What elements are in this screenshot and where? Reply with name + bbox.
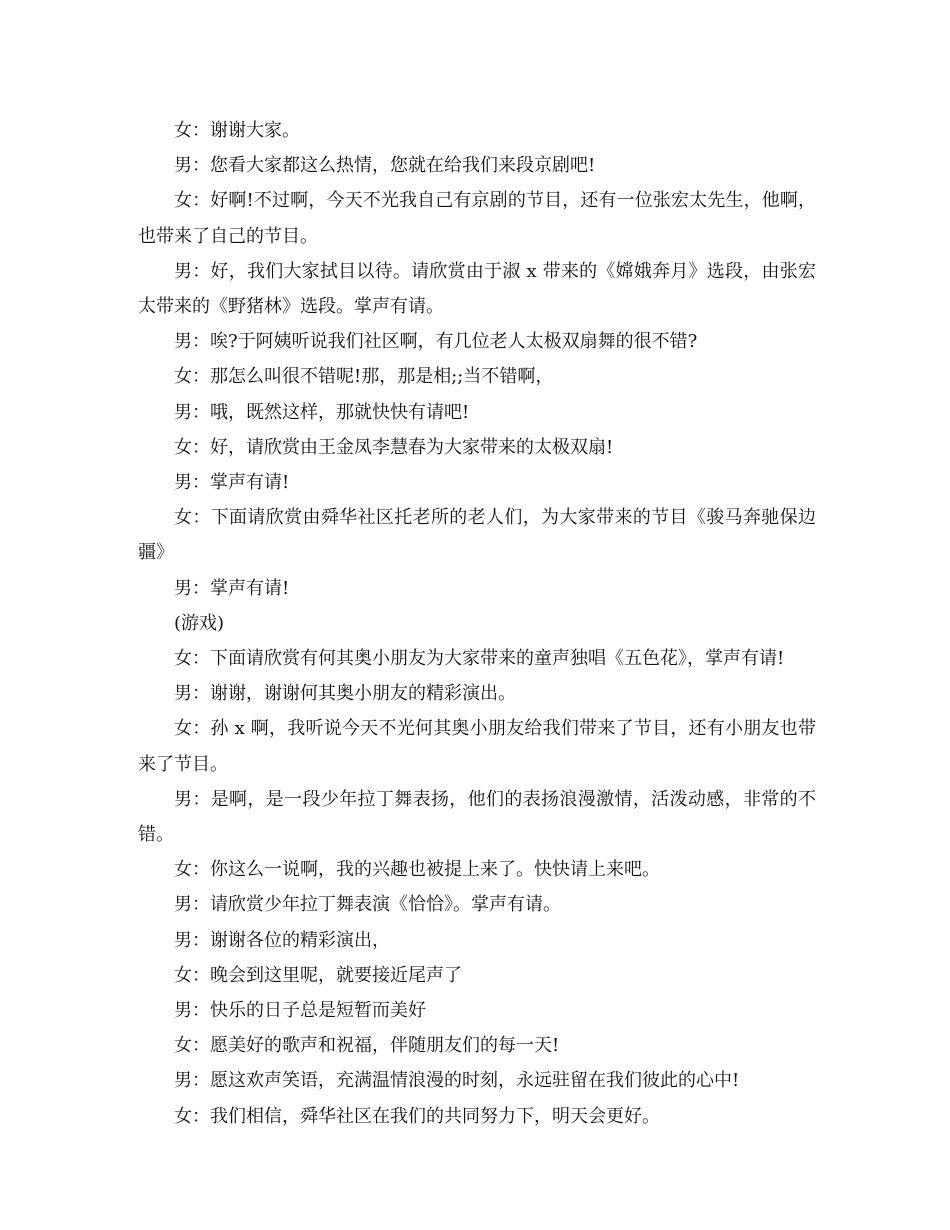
dialogue-paragraph: 女：晚会到这里呢，就要接近尾声了	[174, 964, 462, 986]
dialogue-paragraph: 女：好啊!不过啊，今天不光我自己有京剧的节目，还有一位张宏太先生，他啊，也带来了自己的节目。	[138, 190, 816, 247]
dialogue-paragraph: 男：谢谢各位的精彩演出，	[174, 929, 390, 951]
dialogue-paragraph: 男：掌声有请!	[174, 472, 290, 494]
dialogue-paragraph: 女：孙 x 啊，我听说今天不光何其奥小朋友给我们带来了节目，还有小朋友也带来了节目。	[138, 718, 816, 775]
dialogue-paragraph: 女：我们相信，舜华社区在我们的共同努力下，明天会更好。	[174, 1105, 660, 1127]
dialogue-paragraph: 男：是啊，是一段少年拉丁舞表扬，他们的表扬浪漫激情，活泼动感，非常的不错。	[138, 788, 816, 846]
dialogue-paragraph: 男：快乐的日子总是短暂而美好	[174, 1000, 426, 1022]
dialogue-paragraph: 男：唉?于阿姨听说我们社区啊，有几位老人太极双扇舞的很不错?	[174, 331, 698, 353]
dialogue-paragraph: 女：下面请欣赏由舜华社区托老所的老人们，为大家带来的节目《骏马奔驰保边疆》	[138, 507, 816, 564]
dialogue-paragraph: 女：好，请欣赏由王金凤李慧春为大家带来的太极双扇!	[174, 436, 614, 458]
dialogue-paragraph: 男：您看大家都这么热情，您就在给我们来段京剧吧!	[174, 155, 596, 177]
dialogue-paragraph: 女：那怎么叫很不错呢!那，那是相;;当不错啊，	[174, 366, 554, 388]
dialogue-paragraph: 男：哦，既然这样，那就快快有请吧!	[174, 401, 470, 423]
dialogue-paragraph: 男：愿这欢声笑语，充满温情浪漫的时刻，永远驻留在我们彼此的心中!	[174, 1070, 740, 1092]
dialogue-paragraph: 女：谢谢大家。	[174, 120, 300, 141]
dialogue-paragraph: 男：请欣赏少年拉丁舞表演《恰恰》。掌声有请。	[174, 894, 561, 916]
stage-direction: (游戏)	[174, 612, 225, 634]
dialogue-paragraph: 女：下面请欣赏有何其奥小朋友为大家带来的童声独唱《五色花》，掌声有请!	[174, 648, 785, 670]
dialogue-paragraph: 女：你这么一说啊，我的兴趣也被提上来了。快快请上来吧。	[174, 859, 660, 881]
document-body	[138, 113, 816, 1134]
dialogue-paragraph: 男：好，我们大家拭目以待。请欣赏由于淑 x 带来的《嫦娥奔月》选段，由张宏太带来的《野猪林》选段。掌声有请。	[138, 260, 816, 318]
dialogue-paragraph: 男：谢谢，谢谢何其奥小朋友的精彩演出。	[174, 683, 516, 705]
dialogue-paragraph: 女：愿美好的歌声和祝福，伴随朋友们的每一天!	[174, 1035, 560, 1057]
dialogue-paragraph: 男：掌声有请!	[174, 577, 290, 599]
